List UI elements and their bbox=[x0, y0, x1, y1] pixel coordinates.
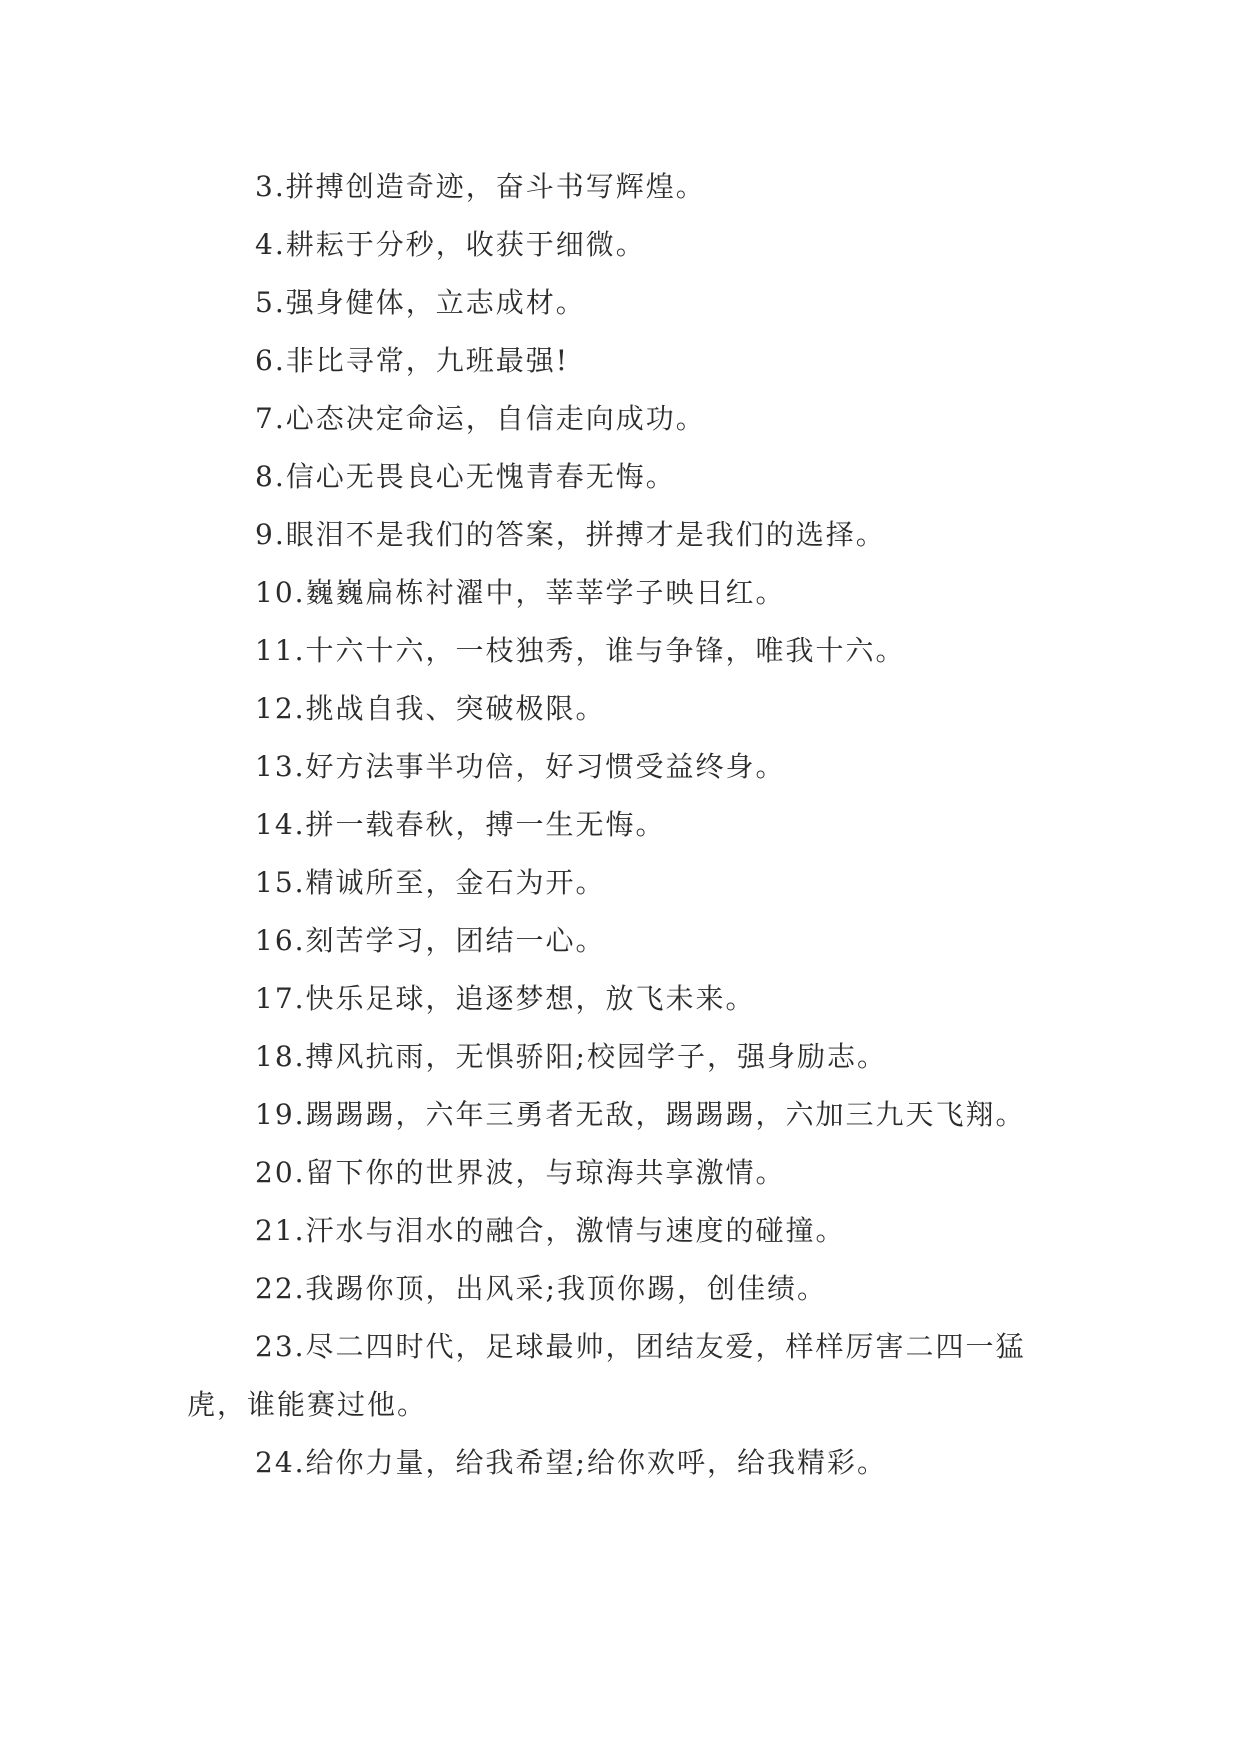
list-item: 9.眼泪不是我们的答案，拼搏才是我们的选择。 bbox=[255, 518, 886, 551]
list-item: 11.十六十六，一枝独秀，谁与争锋，唯我十六。 bbox=[255, 634, 906, 667]
list-item: 21.汗水与泪水的融合，激情与速度的碰撞。 bbox=[255, 1214, 846, 1247]
list-item: 24.给你力量，给我希望;给你欢呼，给我精彩。 bbox=[255, 1446, 887, 1479]
list-item: 16.刻苦学习，团结一心。 bbox=[255, 924, 606, 957]
list-item: 12.挑战自我、突破极限。 bbox=[255, 692, 606, 725]
list-item: 20.留下你的世界波，与琼海共享激情。 bbox=[255, 1156, 786, 1189]
list-item: 10.巍巍扁栋衬濯中，莘莘学子映日红。 bbox=[255, 576, 786, 609]
list-item: 17.快乐足球，追逐梦想，放飞未来。 bbox=[255, 982, 756, 1015]
list-item: 19.踢踢踢，六年三勇者无敌，踢踢踢，六加三九天飞翔。 bbox=[255, 1098, 1026, 1131]
list-item: 18.搏风抗雨，无惧骄阳;校园学子，强身励志。 bbox=[255, 1040, 887, 1073]
list-item: 5.强身健体，立志成材。 bbox=[255, 286, 586, 319]
slogan-list bbox=[187, 158, 1047, 1492]
list-item: 15.精诚所至，金石为开。 bbox=[255, 866, 606, 899]
list-item: 22.我踢你顶，出风采;我顶你踢，创佳绩。 bbox=[255, 1272, 827, 1305]
list-item: 6.非比寻常，九班最强! bbox=[255, 344, 569, 377]
list-item: 23.尽二四时代，足球最帅，团结友爱，样样厉害二四一猛虎，谁能赛过他。 bbox=[187, 1330, 1026, 1421]
list-item: 4.耕耘于分秒，收获于细微。 bbox=[255, 228, 646, 261]
list-item: 14.拼一载春秋，搏一生无悔。 bbox=[255, 808, 666, 841]
list-item: 3.拼搏创造奇迹，奋斗书写辉煌。 bbox=[255, 170, 706, 203]
list-item: 8.信心无畏良心无愧青春无悔。 bbox=[255, 460, 676, 493]
list-item: 13.好方法事半功倍，好习惯受益终身。 bbox=[255, 750, 786, 783]
list-item: 7.心态决定命运，自信走向成功。 bbox=[255, 402, 706, 435]
